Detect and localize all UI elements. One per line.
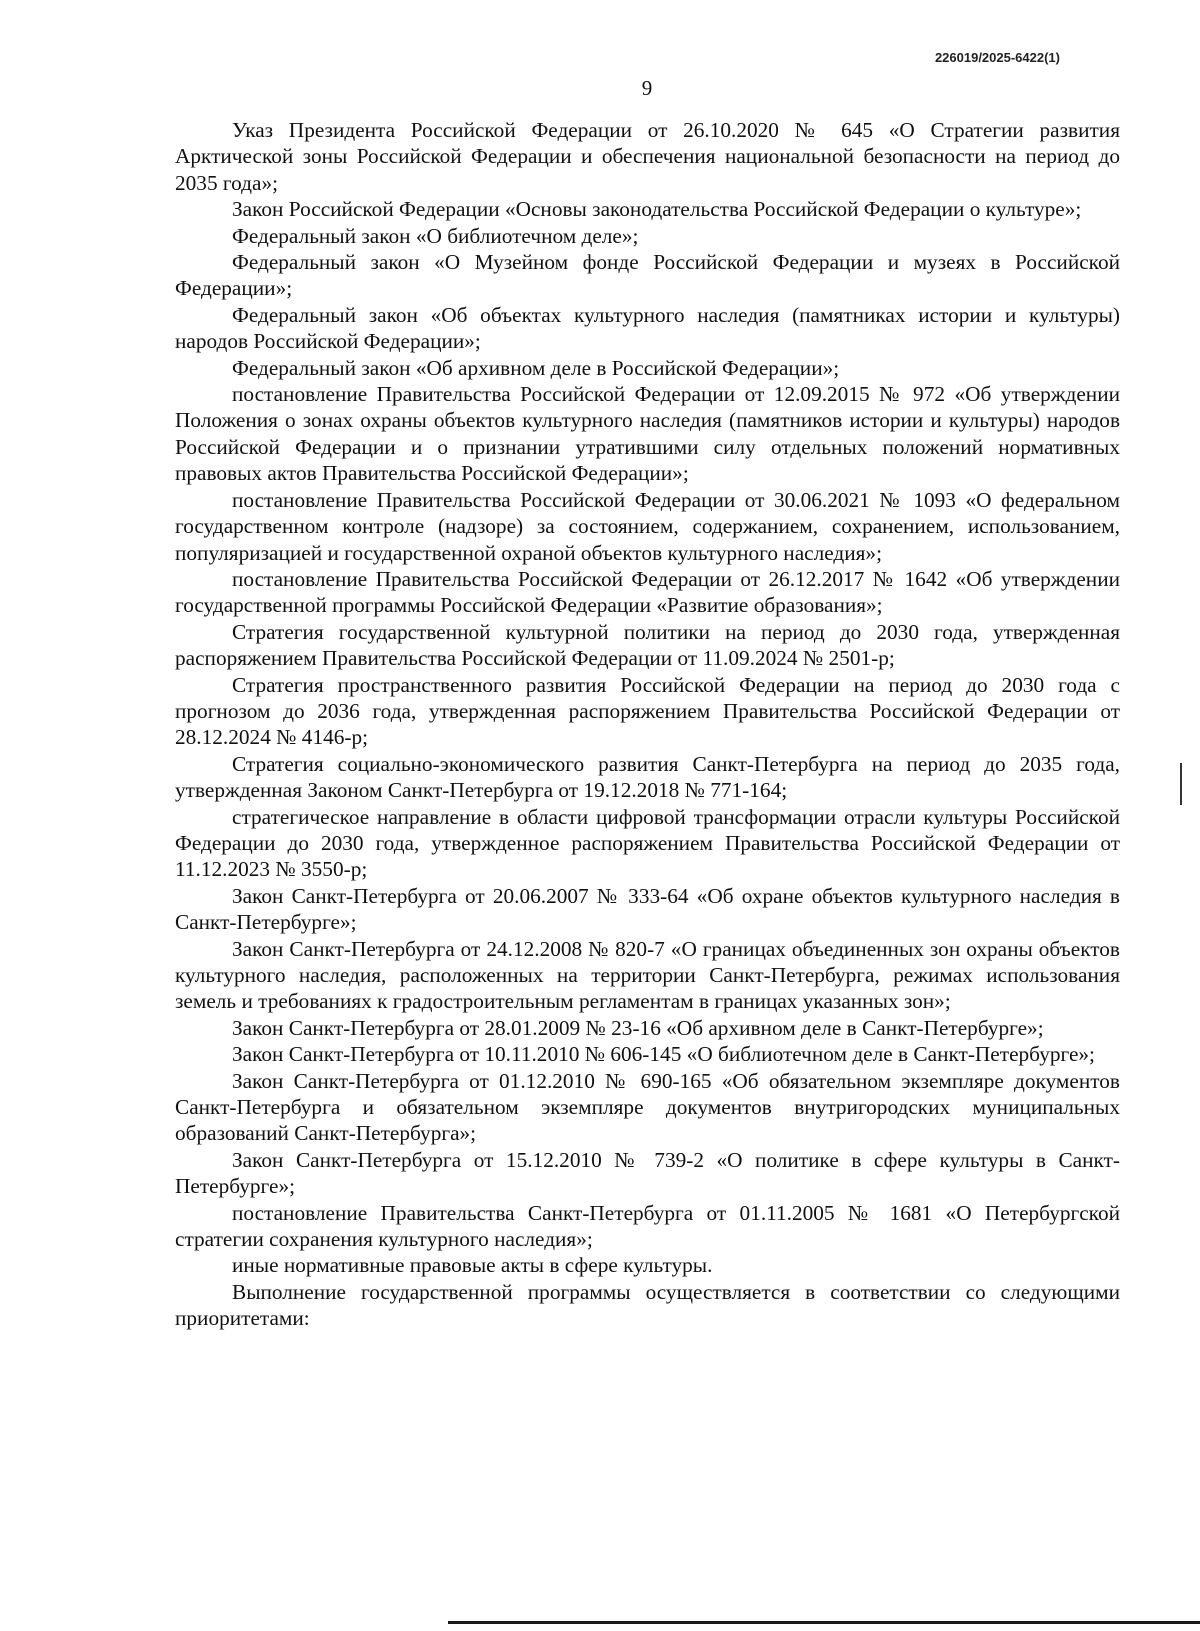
paragraph-3: Федеральный закон «О библиотечном деле»; (232, 223, 639, 248)
paragraph-8: постановление Правительства Российской Федерации от 30.06.2021 № 1093 «О федеральном государственном контроле (надзоре) за состоянием, содержанием, сохранением, использованием, популяризацией и государственной охраной объектов культурного наследия»; (175, 487, 1120, 565)
paragraph-20: постановление Правительства Санкт-Петербурга от 01.11.2005 № 1681 «О Петербургской стратегии сохранения культурного наследия»; (175, 1200, 1120, 1252)
scan-edge-mark (1180, 763, 1182, 805)
paragraph-21: иные нормативные правовые акты в сфере культуры. (232, 1253, 713, 1278)
paragraph-18: Закон Санкт-Петербурга от 01.12.2010 № 690-165 «Об обязательном экземпляре документов Санкт-Петербурга и обязательном экземпляре документов внутригородских муниципальных образований Санкт-Петербурга»; (175, 1068, 1120, 1146)
bottom-scan-rule (448, 1621, 1200, 1624)
paragraph-11: Стратегия пространственного развития Российской Федерации на период до 2030 года с прогнозом до 2036 года, утвержденная распоряжением Правительства Российской Федерации от 28.12.2024 № 4146-р; (175, 672, 1120, 750)
paragraph-17: Закон Санкт-Петербурга от 10.11.2010 № 606-145 «О библиотечном деле в Санкт-Петербурге»; (232, 1042, 1095, 1067)
paragraph-13: стратегическое направление в области цифровой трансформации отрасли культуры Российской Федерации до 2030 года, утвержденное распоряжением Правительства Российской Федерации от 11.12.2023 № 3550-р; (175, 804, 1120, 882)
paragraph-22: Выполнение государственной программы осуществляется в соответствии со следующими приоритетами: (175, 1279, 1120, 1331)
paragraph-10: Стратегия государственной культурной политики на период до 2030 года, утвержденная распоряжением Правительства Российской Федерации от 11.09.2024 № 2501-р; (175, 619, 1120, 671)
page-number: 9 (641, 76, 653, 100)
paragraph-7: постановление Правительства Российской Федерации от 12.09.2015 № 972 «Об утверждении Положения о зонах охраны объектов культурного наследия (памятников истории и культуры) народов Российской Федерации и о признании утратившими силу отдельных положений нормативных правовых актов Правительства Российской Федерации»; (175, 382, 1120, 486)
paragraph-14: Закон Санкт-Петербурга от 20.06.2007 № 333-64 «Об охране объектов культурного наследия в Санкт-Петербурге»; (175, 883, 1120, 935)
document-body (175, 117, 1120, 1332)
paragraph-9: постановление Правительства Российской Федерации от 26.12.2017 № 1642 «Об утверждении государственной программы Российской Федерации «Развитие образования»; (175, 566, 1120, 618)
paragraph-2: Закон Российской Федерации «Основы законодательства Российской Федерации о культуре»; (232, 197, 1082, 222)
paragraph-4: Федеральный закон «О Музейном фонде Российской Федерации и музеях в Российской Федерации»; (175, 250, 1120, 301)
paragraph-16: Закон Санкт-Петербурга от 28.01.2009 № 23-16 «Об архивном деле в Санкт-Петербурге»; (232, 1015, 1044, 1040)
registration-number: 226019/2025-6422(1) (934, 50, 1060, 65)
paragraph-5: Федеральный закон «Об объектах культурного наследия (памятниках истории и культуры) народов Российской Федерации»; (175, 302, 1120, 354)
paragraph-6: Федеральный закон «Об архивном деле в Российской Федерации»; (232, 355, 840, 380)
paragraph-12: Стратегия социально-экономического развития Санкт-Петербурга на период до 2035 года, утвержденная Законом Санкт-Петербурга от 19.12.2018 № 771-164; (175, 751, 1120, 803)
paragraph-19: Закон Санкт-Петербурга от 15.12.2010 № 739-2 «О политике в сфере культуры в Санкт-Петербурге»; (175, 1147, 1120, 1199)
paragraph-1: Указ Президента Российской Федерации от 26.10.2020 № 645 «О Стратегии развития Арктической зоны Российской Федерации и обеспечения национальной безопасности на период до 2035 года»; (175, 118, 1120, 195)
paragraph-15: Закон Санкт-Петербурга от 24.12.2008 № 820-7 «О границах объединенных зон охраны объектов культурного наследия, расположенных на территории Санкт-Петербурга, режимах использования земель и требованиях к градостроительным регламентам в границах указанных зон»; (175, 936, 1120, 1014)
